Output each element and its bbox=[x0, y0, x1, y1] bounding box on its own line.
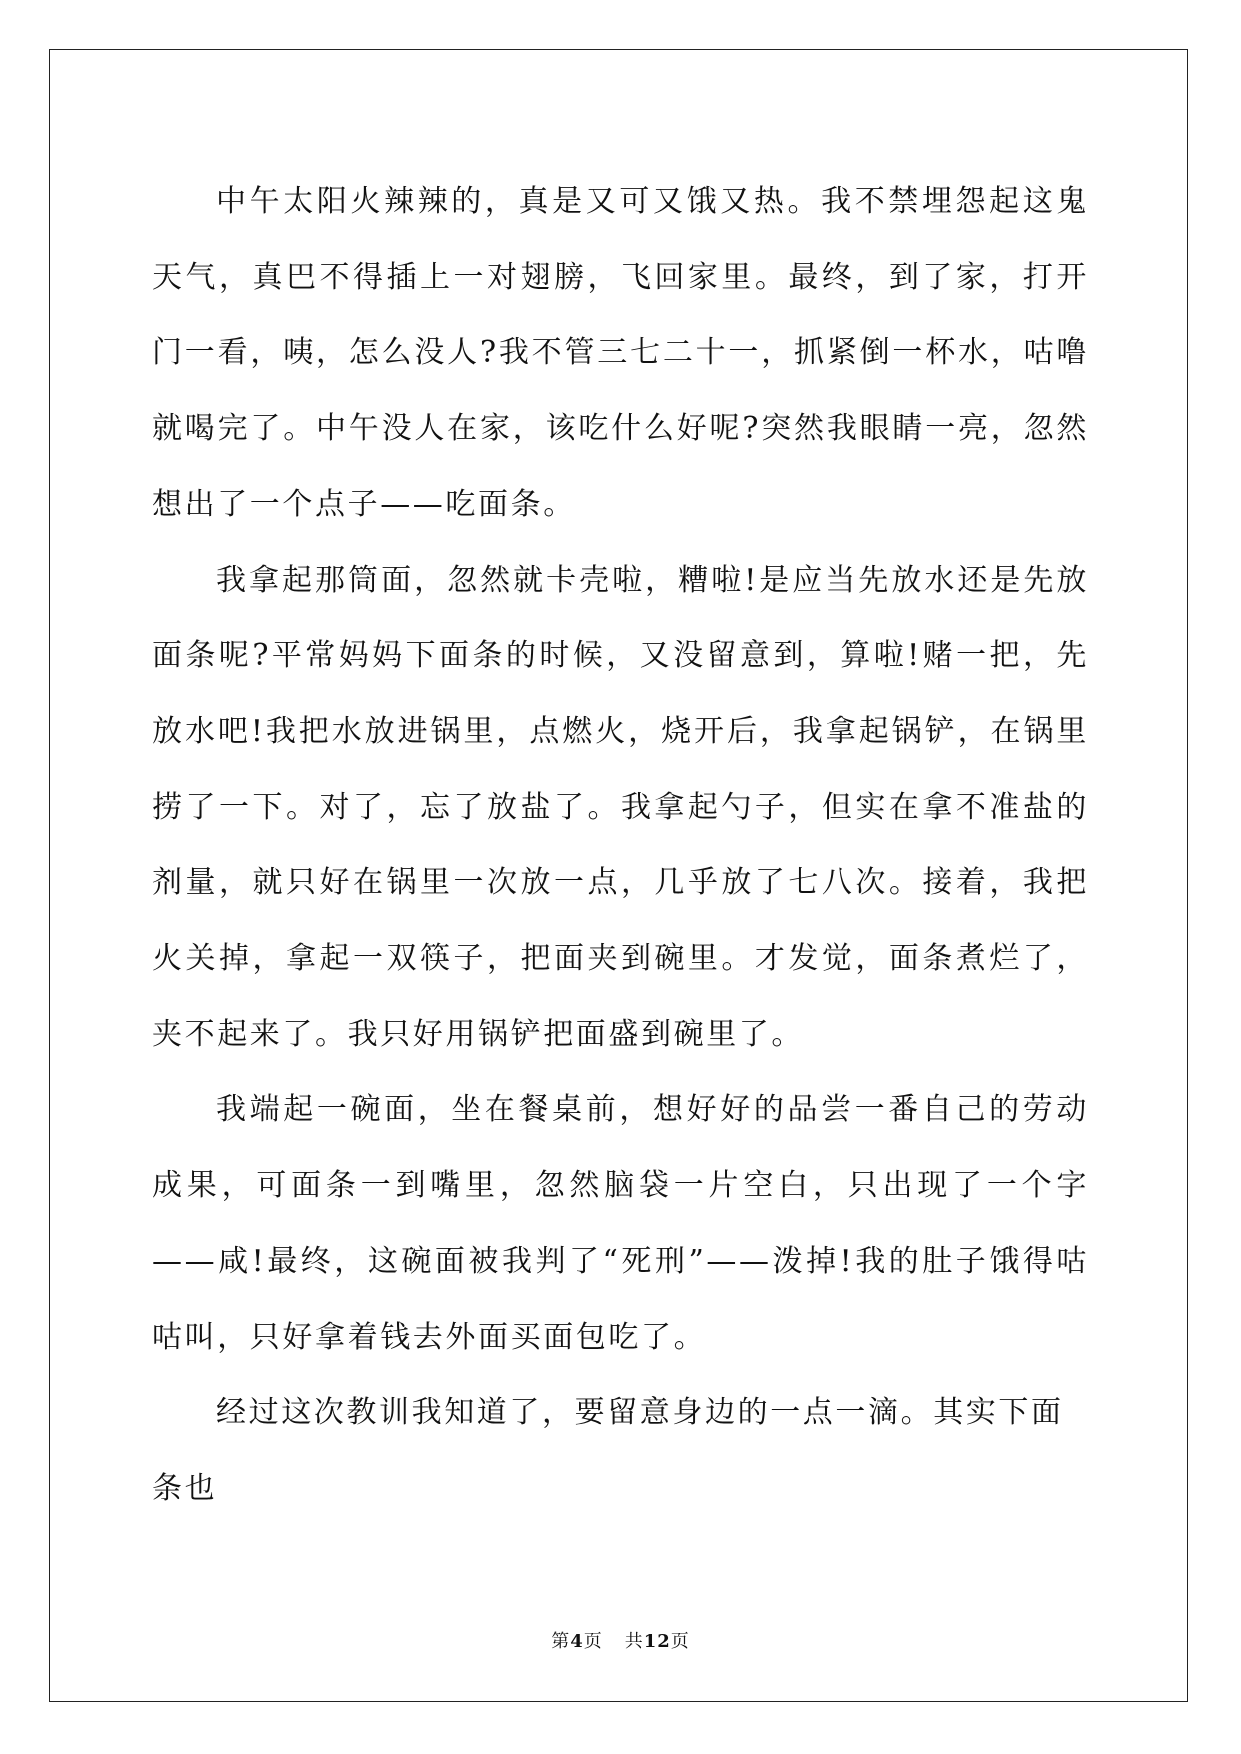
paragraph-2: 我拿起那筒面，忽然就卡壳啦，糟啦!是应当先放水还是先放面条呢?平常妈妈下面条的时候，又没留意到，算啦!赌一把，先放水吧!我把水放进锅里，点燃火，烧开后，我拿起锅铲，在锅里捞了一下。对了，忘了放盐了。我拿起勺子，但实在拿不准盐的剂量，就只好在锅里一次放一点，几乎放了七八次。接着，我把火关掉，拿起一双筷子，把面夹到碗里。才发觉，面条煮烂了，夹不起来了。我只好用锅铲把面盛到碗里了。 bbox=[152, 562, 1089, 1052]
total-suffix: 页 bbox=[670, 1631, 690, 1652]
total-prefix: 共 bbox=[624, 1631, 644, 1652]
document-body bbox=[152, 164, 1089, 1527]
page-footer bbox=[0, 1627, 1241, 1653]
paragraph-3: 我端起一碗面，坐在餐桌前，想好好的品尝一番自己的劳动成果，可面条一到嘴里，忽然脑袋一片空白，只出现了一个字——咸!最终，这碗面被我判了“死刑”——泼掉!我的肚子饿得咕咕叫，只好拿着钱去外面买面包吃了。 bbox=[152, 1092, 1089, 1355]
total-pages: 12 bbox=[643, 1631, 671, 1652]
paragraph-1: 中午太阳火辣辣的，真是又可又饿又热。我不禁埋怨起这鬼天气，真巴不得插上一对翅膀，飞回家里。最终，到了家，打开门一看，咦，怎么没人?我不管三七二十一，抓紧倒一杯水，咕噜就喝完了。中午没人在家，该吃什么好呢?突然我眼睛一亮，忽然想出了一个点子——吃面条。 bbox=[152, 184, 1089, 522]
page-suffix: 页 bbox=[583, 1631, 603, 1652]
page-prefix: 第 bbox=[551, 1631, 571, 1652]
page-number: 4 bbox=[570, 1631, 584, 1652]
paragraph-4: 经过这次教训我知道了，要留意身边的一点一滴。其实下面条也 bbox=[152, 1395, 1064, 1506]
